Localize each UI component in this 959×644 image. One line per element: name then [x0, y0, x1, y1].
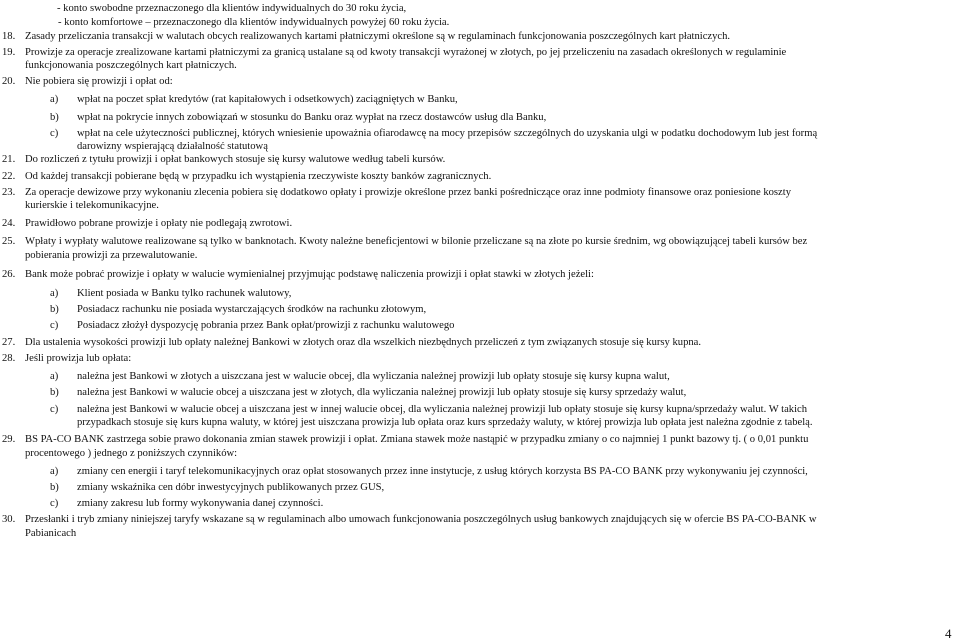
page-number: 4	[945, 626, 952, 641]
item-text: należna jest Bankowi w walucie obcej a uiszczana jest w innej walucie obcej, dla wyliczania należnej prowizji lub opłaty stosuje się kursy kupna/sprzedaży walut. W takich	[77, 404, 808, 415]
item-text: Prawidłowo pobrane prowizje i opłaty nie podlegają zwrotowi.	[25, 218, 293, 229]
item-text: Prowizje za operacje zrealizowane kartami płatniczymi za granicą ustalane są od kwoty transakcji wyrażonej w złotych, po jej przeliczeniu na zasadach określonych w regulaminie	[25, 47, 787, 58]
item-number: 24.	[2, 218, 16, 229]
sub-item-letter: c)	[50, 320, 59, 331]
item-text: kurierskie i telekomunikacyjne.	[25, 200, 159, 211]
item-text: Bank może pobrać prowizje i opłaty w walucie wymienialnej przyjmując podstawę naliczenia prowizji i opłat stawki w złotych jeżeli:	[25, 269, 594, 280]
sub-item-letter: a)	[50, 371, 59, 382]
item-text: procentowego ) jednego z poniższych czynników:	[25, 448, 238, 459]
item-text: przypadkach stosuje się kurs kupna waluty, w której jest uiszczana prowizja lub opłata oraz kurs sprzedaży waluty, w której prowizja lub opłata jest należna zgodnie z tabelą.	[77, 417, 813, 428]
sub-item-letter: c)	[50, 404, 59, 415]
sub-item-letter: b)	[50, 112, 59, 123]
sub-item-letter: a)	[50, 288, 59, 299]
item-number: 26.	[2, 269, 16, 280]
item-text: Od każdej transakcji pobierane będą w przypadku ich wystąpienia rzeczywiste koszty banków zagranicznych.	[25, 171, 492, 182]
item-text: pobierania prowizji za przewalutowanie.	[25, 250, 198, 261]
sub-item-letter: b)	[50, 387, 59, 398]
item-text: Wpłaty i wypłaty walutowe realizowane są tylko w banknotach. Kwoty należne beneficjentowi w bilonie przeliczane są na złote po kursie średnim, wg obowiązującej tabeli kursów bez	[25, 236, 808, 247]
item-text: Dla ustalenia wysokości prowizji lub opłaty należnej Bankowi w złotych oraz dla wszelkich niezbędnych przeliczeń z tym związanych stosuje się kursy kupna.	[25, 337, 702, 348]
item-text: wpłat na poczet spłat kredytów (rat kapitałowych i odsetkowych) zaciągniętych w Banku,	[77, 94, 458, 105]
sub-item-letter: a)	[50, 466, 59, 477]
item-text: Do rozliczeń z tytułu prowizji i opłat bankowych stosuje się kursy walutowe według tabeli kursów.	[25, 154, 446, 165]
item-text: należna jest Bankowi w walucie obcej a uiszczana jest w złotych, dla wyliczania należnej prowizji lub opłaty stosuje się kursy sprzedaży walut,	[77, 387, 687, 398]
item-text: zmiany wskaźnika cen dóbr inwestycyjnych publikowanych przez GUS,	[77, 482, 385, 493]
item-number: 27.	[2, 337, 16, 348]
item-text: należna jest Bankowi w złotych a uiszczana jest w walucie obcej, dla wyliczania należnej prowizji lub opłaty stosuje się kursy kupna walut,	[77, 371, 670, 382]
item-text: zmiany zakresu lub formy wykonywania danej czynności.	[77, 498, 324, 509]
item-number: 22.	[2, 171, 16, 182]
item-number: 25.	[2, 236, 16, 247]
item-text: Posiadacz złożył dyspozycję pobrania przez Bank opłat/prowizji z rachunku walutowego	[77, 320, 455, 331]
item-text: Zasady przeliczania transakcji w walutach obcych realizowanych kartami płatniczymi określone są w regulaminach funkcjonowania poszczególnych kart płatniczych.	[25, 31, 731, 42]
item-text: BS PA-CO BANK zastrzega sobie prawo dokonania zmian stawek prowizji i opłat. Zmiana stawek może nastąpić w przypadku zmiany o co najmniej 1 punkt bazowy tj. ( o 0,01 punktu	[25, 434, 809, 445]
item-number: 19.	[2, 47, 16, 58]
item-number: 29.	[2, 434, 16, 445]
item-number: 20.	[2, 76, 16, 87]
item-text: Pabianicach	[25, 528, 77, 539]
item-number: 18.	[2, 31, 16, 42]
item-text: zmiany cen energii i taryf telekomunikacyjnych oraz opłat stosowanych przez inne instytucje, z usług których korzysta BS PA-CO BANK przy wykonywaniu jej czynności,	[77, 466, 808, 477]
item-text: Nie pobiera się prowizji i opłat od:	[25, 76, 173, 87]
item-text: Jeśli prowizja lub opłata:	[25, 353, 132, 364]
item-text: Posiadacz rachunku nie posiada wystarczających środków na rachunku złotowym,	[77, 304, 427, 315]
sub-item-letter: b)	[50, 304, 59, 315]
sub-item-letter: b)	[50, 482, 59, 493]
item-text: funkcjonowania poszczególnych kart płatniczych.	[25, 60, 237, 71]
sub-item-letter: a)	[50, 94, 59, 105]
sub-item-letter: c)	[50, 128, 59, 139]
item-text: wpłat na cele użyteczności publicznej, których wniesienie upoważnia ofiarodawcę na mocy przepisów szczególnych do uzyskania ulgi w podatku dochodowym lub jest formą	[77, 128, 818, 139]
item-text: - konto swobodne przeznaczonego dla klientów indywidualnych do 30 roku życia,	[57, 3, 407, 14]
item-text: darowizny wspierającą działalność statutową	[77, 141, 268, 152]
item-number: 23.	[2, 187, 16, 198]
item-text: Za operacje dewizowe przy wykonaniu zlecenia pobiera się dodatkowo opłaty i prowizje określone przez banki pośredniczące oraz inne podmioty finansowe oraz poniesione koszty	[25, 187, 791, 198]
item-text: Przesłanki i tryb zmiany niniejszej taryfy wskazane są w regulaminach albo umowach funkcjonowania poszczególnych usług bankowych znajdujących się w ofercie BS PA-CO-BANK w	[25, 514, 817, 525]
item-number: 30.	[2, 514, 16, 525]
item-number: 28.	[2, 353, 16, 364]
sub-item-letter: c)	[50, 498, 59, 509]
item-text: - konto komfortowe – przeznaczonego dla klientów indywidualnych powyżej 60 roku życia.	[58, 17, 450, 28]
item-text: Klient posiada w Banku tylko rachunek walutowy,	[77, 288, 292, 299]
item-number: 21.	[2, 154, 16, 165]
item-text: wpłat na pokrycie innych zobowiązań w stosunku do Banku oraz wypłat na rzecz dostawców usług dla Banku,	[77, 112, 547, 123]
